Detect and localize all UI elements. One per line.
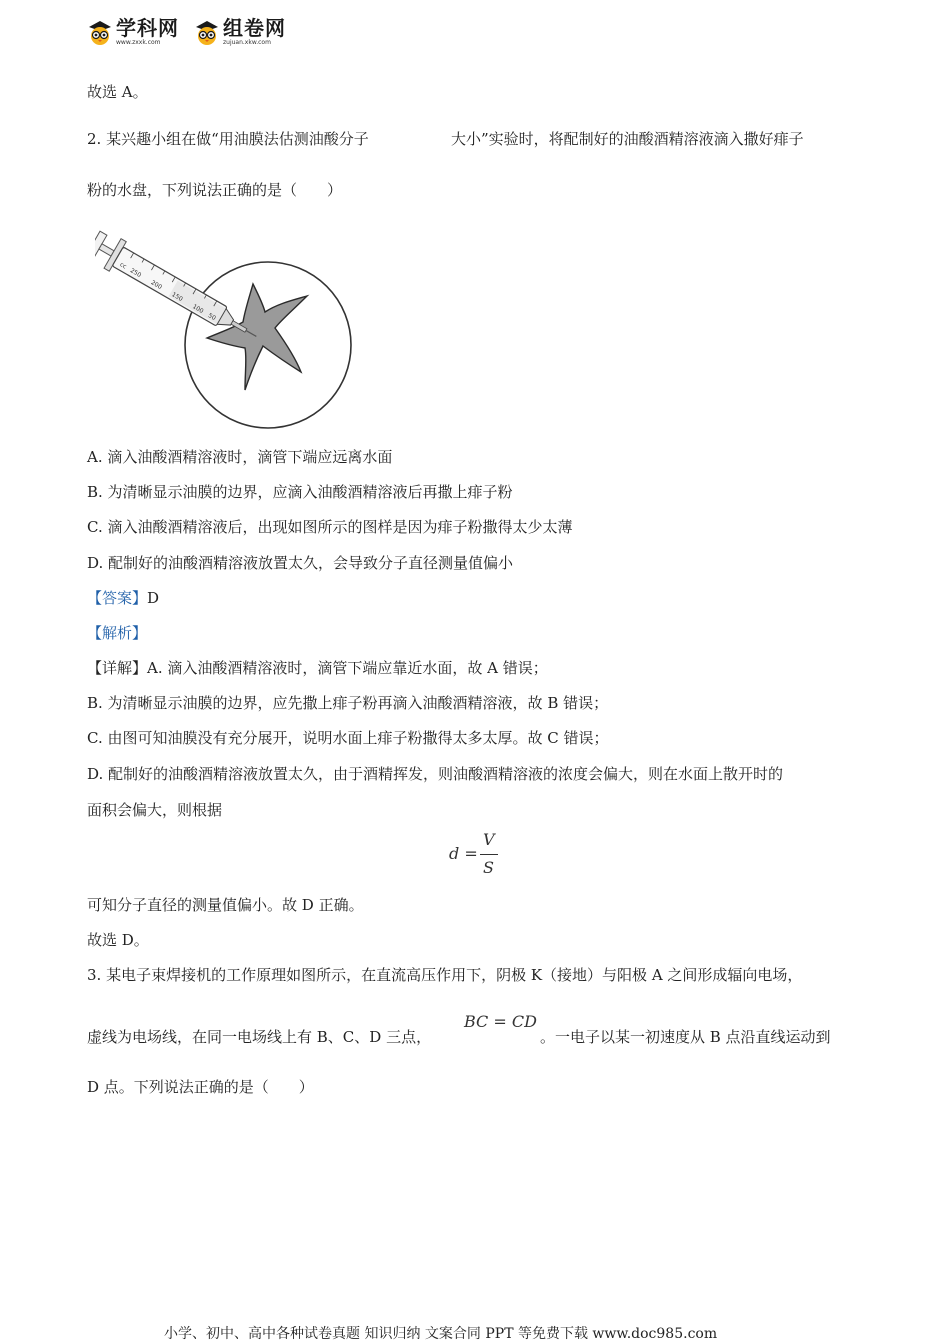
answer-line bbox=[87, 588, 159, 608]
oil-film-figure bbox=[95, 212, 360, 432]
option-b: B. 为清晰显示油膜的边界，应滴入油酸酒精溶液后再撒上痱子粉 bbox=[87, 483, 513, 501]
choose-d-line: 故选 D。 bbox=[87, 931, 149, 949]
detail-d-line-2: 面积会偏大，则根据 bbox=[87, 801, 223, 819]
syringe-mark: 200 bbox=[149, 279, 164, 291]
zxxk-logo bbox=[86, 18, 179, 46]
detail-a: A. 滴入油酸酒精溶液时，滴管下端应靠近水面，故 A 错误； bbox=[147, 659, 548, 677]
logo2-url: zujuan.xkw.com bbox=[223, 39, 271, 46]
owl-icon bbox=[193, 18, 221, 46]
option-c: C. 滴入油酸酒精溶液后，出现如图所示的图样是因为痱子粉撒得太少太薄 bbox=[87, 518, 573, 536]
detail-label: 【详解】 bbox=[87, 659, 148, 677]
fraction-bar bbox=[480, 854, 498, 855]
question-3-line-3: D 点。下列说法正确的是（ ） bbox=[87, 1078, 314, 1096]
logo2-title: 组卷网 bbox=[223, 16, 286, 40]
syringe-mark: 100 bbox=[191, 303, 205, 315]
formula-denominator: S bbox=[483, 858, 494, 877]
analysis-label: 【解析】 bbox=[87, 624, 148, 642]
option-d: D. 配制好的油酸酒精溶液放置太久，会导致分子直径测量值偏小 bbox=[87, 554, 514, 572]
detail-a-line bbox=[87, 658, 548, 678]
question-2-line-1a: 2. 某兴趣小组在做“用油膜法估测油酸分子 bbox=[87, 130, 369, 148]
conclusion-line: 可知分子直径的测量值偏小。故 D 正确。 bbox=[87, 896, 364, 914]
footer-text: 小学、初中、高中各种试卷真题 知识归纳 文案合同 PPT 等免费下载 www.doc985.com bbox=[164, 1326, 718, 1342]
question-3-line-2a: 虚线为电场线，在同一电场线上有 B、C、D 三点， bbox=[87, 1028, 432, 1046]
detail-b: B. 为清晰显示油膜的边界，应先撒上痱子粉再滴入油酸酒精溶液，故 B 错误； bbox=[87, 694, 609, 712]
detail-c: C. 由图可知油膜没有充分展开，说明水面上痱子粉撒得太多太厚。故 C 错误； bbox=[87, 729, 609, 747]
formula-lhs: d = bbox=[449, 844, 478, 863]
question-2-line-1b: 大小”实验时，将配制好的油酸酒精溶液滴入撒好痱子 bbox=[451, 130, 804, 148]
question-3-line-2b: 。一电子以某一初速度从 B 点沿直线运动到 bbox=[540, 1028, 831, 1046]
syringe-unit: cc bbox=[118, 261, 128, 271]
logo1-url: www.zxxk.com bbox=[116, 39, 161, 46]
answer-value: D bbox=[147, 589, 160, 607]
logo1-title: 学科网 bbox=[116, 16, 179, 40]
prev-answer-line: 故选 A。 bbox=[87, 83, 148, 101]
formula-bc-equals-cd: BC = CD bbox=[464, 1012, 537, 1031]
syringe-mark: 150 bbox=[170, 291, 184, 303]
question-2-line-2: 粉的水盘，下列说法正确的是（ ） bbox=[87, 181, 343, 199]
formula-numerator: V bbox=[483, 830, 495, 849]
syringe-mark: 250 bbox=[128, 267, 143, 279]
question-3-line-1: 3. 某电子束焊接机的工作原理如图所示，在直流高压作用下，阴极 K（接地）与阳极 A 之间形成辐向电场， bbox=[87, 966, 803, 984]
zujuan-logo bbox=[193, 18, 286, 46]
detail-d-line-1: D. 配制好的油酸酒精溶液放置太久，由于酒精挥发，则油酸酒精溶液的浓度会偏大，则在水面上散开时的 bbox=[87, 765, 784, 783]
header-logos bbox=[86, 14, 300, 50]
option-a: A. 滴入油酸酒精溶液时，滴管下端应远离水面 bbox=[87, 448, 393, 466]
syringe-mark: 50 bbox=[206, 312, 217, 323]
owl-icon bbox=[86, 18, 114, 46]
answer-label: 【答案】 bbox=[87, 589, 148, 607]
